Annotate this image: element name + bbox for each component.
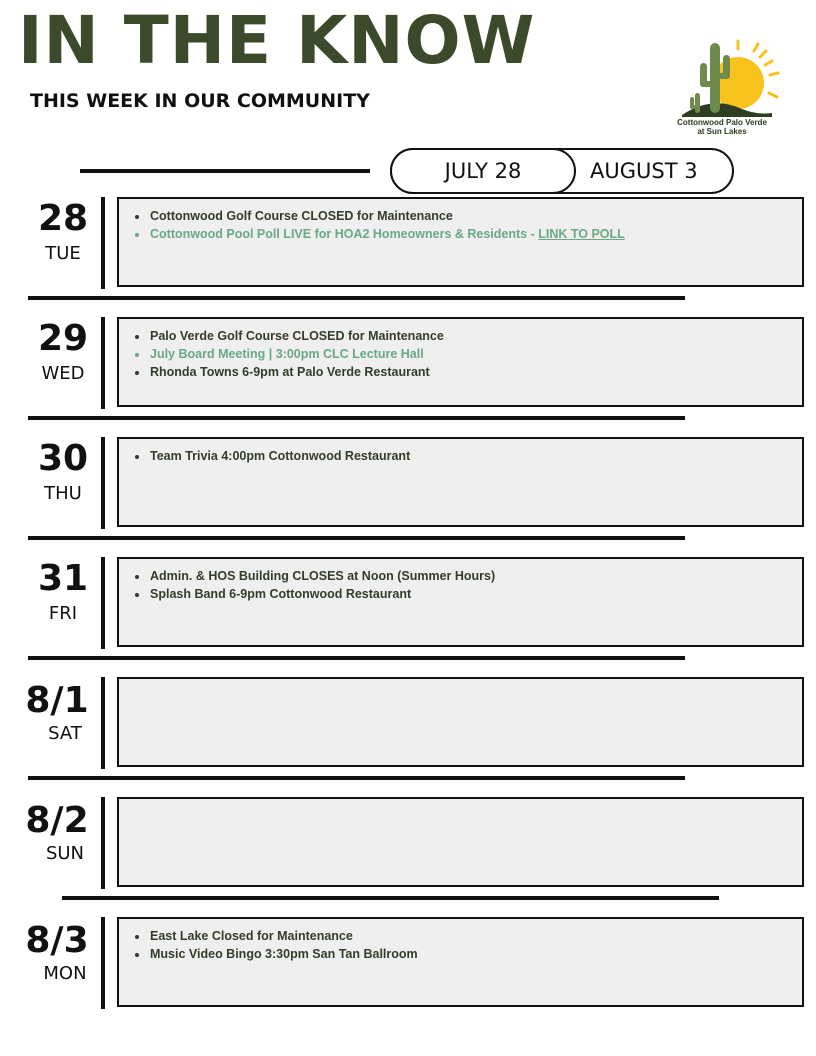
- event-item: [149, 567, 802, 585]
- day-events-box: [117, 917, 804, 1007]
- day-row: [0, 797, 816, 893]
- event-list: [119, 679, 802, 687]
- day-separator: [28, 416, 685, 420]
- day-events-box: [117, 797, 804, 887]
- event-item: [149, 327, 802, 345]
- event-list: [119, 919, 802, 963]
- day-row: [0, 917, 816, 1013]
- day-events-box: [117, 197, 804, 287]
- event-text: Splash Band 6-9pm Cottonwood Restaurant: [150, 587, 412, 601]
- day-name: SAT: [48, 723, 82, 744]
- day-events-box: [117, 437, 804, 527]
- day-row: [0, 557, 816, 653]
- day-vertical-rule: [101, 917, 105, 1009]
- event-text: Cottonwood Pool Poll LIVE for HOA2 Homeowners & Residents -: [150, 227, 539, 241]
- poll-link[interactable]: LINK TO POLL: [538, 227, 625, 241]
- day-vertical-rule: [101, 437, 105, 529]
- event-item: [149, 207, 802, 225]
- event-item: [149, 447, 802, 465]
- event-list: [119, 319, 802, 381]
- day-name: TUE: [45, 243, 81, 264]
- day-separator: [28, 656, 685, 660]
- event-text: July Board Meeting | 3:00pm CLC Lecture Hall: [150, 347, 424, 361]
- page-subtitle: THIS WEEK IN OUR COMMUNITY: [30, 90, 370, 112]
- day-number: 31: [37, 558, 89, 599]
- day-row: [0, 677, 816, 773]
- day-number: 8/3: [25, 920, 89, 961]
- event-item: [149, 363, 802, 381]
- event-text: Music Video Bingo 3:30pm San Tan Ballroom: [150, 947, 418, 961]
- logo-text-line1: Cottonwood Palo Verde: [677, 118, 767, 127]
- page-title: IN THE KNOW: [18, 2, 536, 79]
- day-separator: [28, 536, 685, 540]
- event-list: [119, 439, 802, 465]
- event-list: [119, 199, 802, 243]
- event-text: Rhonda Towns 6-9pm at Palo Verde Restaurant: [150, 365, 430, 379]
- day-events-box: [117, 557, 804, 647]
- event-item: [149, 585, 802, 603]
- day-number: 28: [37, 198, 89, 239]
- event-text: Cottonwood Golf Course CLOSED for Maintenance: [150, 209, 453, 223]
- event-text: Team Trivia 4:00pm Cottonwood Restaurant: [150, 449, 411, 463]
- event-text: Admin. & HOS Building CLOSES at Noon (Summer Hours): [150, 569, 496, 583]
- event-item[interactable]: [149, 225, 802, 243]
- day-row: [0, 437, 816, 533]
- day-row: [0, 197, 816, 293]
- event-item: [149, 927, 802, 945]
- date-range-end: AUGUST 3: [590, 159, 698, 183]
- day-number: 8/1: [25, 680, 89, 721]
- day-events-box: [117, 677, 804, 767]
- logo-text: [662, 118, 782, 136]
- header-divider: [80, 169, 370, 173]
- event-text: Palo Verde Golf Course CLOSED for Maintenance: [150, 329, 444, 343]
- day-name: WED: [41, 363, 85, 384]
- logo-text-line2: at Sun Lakes: [697, 127, 747, 136]
- day-name: FRI: [48, 603, 78, 624]
- day-name: THU: [44, 483, 82, 504]
- community-logo: [662, 35, 782, 140]
- day-name: MON: [43, 963, 87, 984]
- event-text: East Lake Closed for Maintenance: [150, 929, 353, 943]
- day-name: SUN: [45, 843, 85, 864]
- day-vertical-rule: [101, 317, 105, 409]
- event-list: [119, 799, 802, 807]
- event-item: [149, 345, 802, 363]
- day-separator: [62, 896, 719, 900]
- day-number: 29: [37, 318, 89, 359]
- day-events-box: [117, 317, 804, 407]
- day-number: 8/2: [25, 800, 89, 841]
- day-vertical-rule: [101, 197, 105, 289]
- cactus-sun-icon: [662, 35, 782, 120]
- day-separator: [28, 296, 685, 300]
- day-row: [0, 317, 816, 413]
- event-item: [149, 945, 802, 963]
- day-number: 30: [37, 438, 89, 479]
- event-list: [119, 559, 802, 603]
- day-vertical-rule: [101, 557, 105, 649]
- date-range-start: JULY 28: [444, 159, 522, 183]
- date-range: [390, 148, 734, 194]
- day-vertical-rule: [101, 797, 105, 889]
- day-separator: [28, 776, 685, 780]
- day-vertical-rule: [101, 677, 105, 769]
